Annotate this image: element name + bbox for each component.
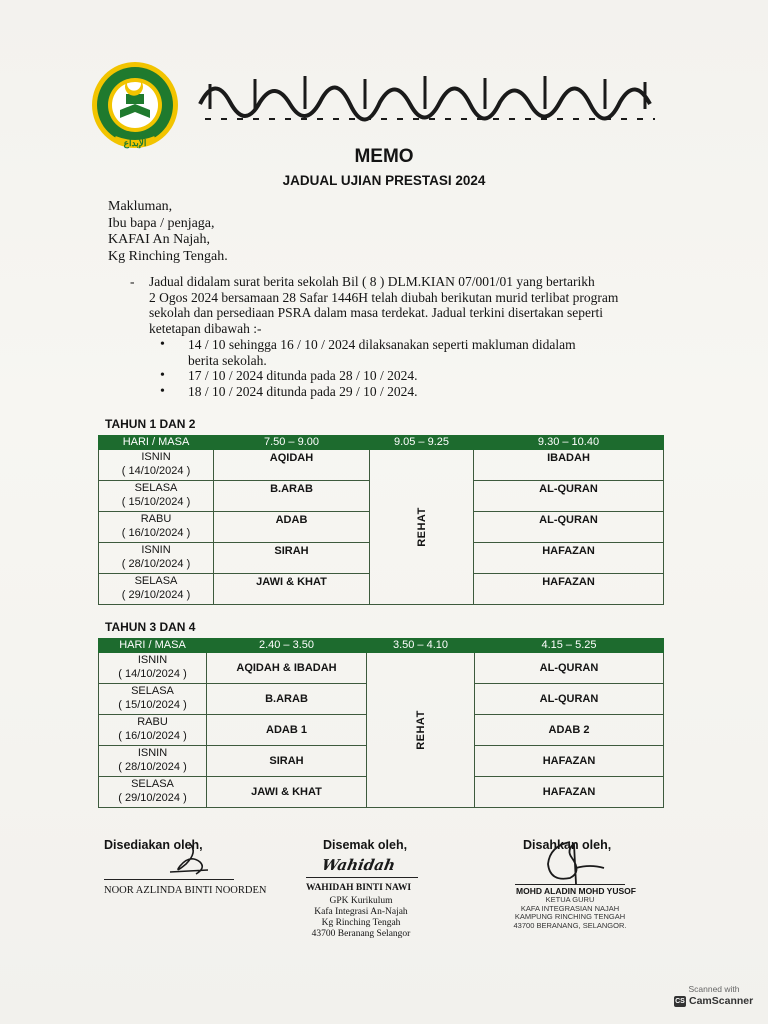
subject-cell: SIRAH bbox=[214, 543, 370, 574]
subject-cell: AL-QURAN bbox=[475, 653, 664, 684]
subject-cell: ADAB bbox=[214, 512, 370, 543]
subject-cell: B.ARAB bbox=[214, 481, 370, 512]
subject-cell: AL-QURAN bbox=[474, 481, 664, 512]
day-cell bbox=[99, 574, 214, 605]
notice-paragraph bbox=[130, 274, 660, 336]
day-name: RABU bbox=[137, 716, 168, 728]
day-date: ( 15/10/2024 ) bbox=[121, 496, 191, 508]
signature-line bbox=[104, 879, 234, 880]
info-line: Kafa Integrasi An-Najah bbox=[314, 907, 408, 917]
subject-cell: HAFAZAN bbox=[475, 746, 664, 777]
subject-cell: AQIDAH bbox=[214, 450, 370, 481]
day-cell bbox=[99, 481, 214, 512]
timetable-tahun-1-2 bbox=[98, 435, 664, 605]
prepared-by-name: NOOR AZLINDA BINTI NOORDEN bbox=[104, 885, 267, 896]
bullet-item: • 14 / 10 sehingga 16 / 10 / 2024 dilaksanakan seperti makluman didalam bbox=[160, 337, 576, 353]
table-header-row bbox=[99, 639, 664, 653]
subject-cell: AL-QURAN bbox=[475, 684, 664, 715]
signature-line bbox=[306, 877, 418, 878]
info-line: KETUA GURU bbox=[545, 895, 595, 904]
list-dash: - bbox=[130, 274, 135, 289]
rehat-label: REHAT bbox=[414, 710, 427, 750]
address-line: Kg Rinching Tengah. bbox=[108, 248, 228, 264]
approved-by-name: MOHD ALADIN MOHD YUSOF bbox=[516, 886, 636, 896]
rehat-cell bbox=[367, 653, 475, 808]
subject-cell: AL-QURAN bbox=[474, 512, 664, 543]
info-line: Kg Rinching Tengah bbox=[321, 918, 401, 928]
day-date: ( 28/10/2024 ) bbox=[118, 761, 187, 773]
approved-by-label: Disahkan oleh, bbox=[523, 838, 612, 852]
day-date: ( 16/10/2024 ) bbox=[121, 527, 191, 539]
day-date: ( 15/10/2024 ) bbox=[118, 699, 187, 711]
bullet-item-continued: berita sekolah. bbox=[188, 352, 267, 368]
day-date: ( 14/10/2024 ) bbox=[121, 465, 191, 477]
day-date: ( 29/10/2024 ) bbox=[121, 589, 191, 601]
address-line: Ibu bapa / penjaga, bbox=[108, 215, 215, 231]
day-name: ISNIN bbox=[137, 747, 168, 759]
camscanner-watermark bbox=[668, 981, 760, 1011]
memo-title: MEMO bbox=[354, 146, 414, 167]
checked-by-label: Disemak oleh, bbox=[323, 838, 408, 852]
address-line: KAFAI An Najah, bbox=[108, 232, 211, 247]
day-name: SELASA bbox=[134, 575, 178, 587]
header-cell: HARI / MASA bbox=[99, 436, 214, 450]
header-cell: 7.50 – 9.00 bbox=[214, 436, 370, 450]
info-line: GPK Kurikulum bbox=[329, 896, 393, 906]
table-header-row bbox=[99, 436, 664, 450]
watermark-line1: Scanned with bbox=[688, 984, 740, 994]
rehat-cell bbox=[370, 450, 474, 605]
schedule-notes bbox=[160, 337, 576, 399]
subject-cell: AQIDAH & IBADAH bbox=[207, 653, 367, 684]
subject-cell: HAFAZAN bbox=[474, 574, 664, 605]
logo-motto: الإبداع bbox=[123, 138, 147, 148]
address-line: Makluman, bbox=[108, 199, 173, 214]
day-cell bbox=[99, 543, 214, 574]
table-row bbox=[99, 653, 664, 684]
school-logo bbox=[90, 60, 180, 150]
header-cell: 4.15 – 5.25 bbox=[475, 639, 664, 653]
info-line: KAFA INTEGRASIAN NAJAH bbox=[520, 903, 620, 913]
day-date: ( 29/10/2024 ) bbox=[118, 792, 187, 804]
day-name: SELASA bbox=[131, 685, 174, 697]
table2-title: TAHUN 3 DAN 4 bbox=[105, 620, 196, 634]
subject-cell: ADAB 1 bbox=[207, 715, 367, 746]
day-name: SELASA bbox=[134, 482, 178, 494]
info-line: 43700 Beranang Selangor bbox=[311, 929, 411, 939]
paragraph-line: sekolah dan persediaan PSRA dalam masa terdekat. Jadual terkini disertakan seperti bbox=[149, 305, 603, 320]
day-cell bbox=[99, 653, 207, 684]
day-name: RABU bbox=[140, 513, 172, 525]
paragraph-line: Jadual didalam surat berita sekolah Bil ( 8 ) DLM.KIAN 07/001/01 yang bertarikh bbox=[149, 274, 595, 289]
subject-cell: IBADAH bbox=[474, 450, 664, 481]
day-name: SELASA bbox=[131, 778, 174, 790]
table1-title: TAHUN 1 DAN 2 bbox=[105, 417, 196, 431]
rehat-label: REHAT bbox=[415, 507, 428, 547]
bullet-item: • 17 / 10 / 2024 ditunda pada 28 / 10 / 2024. bbox=[160, 368, 576, 384]
memo-subtitle: JADUAL UJIAN PRESTASI 2024 bbox=[282, 173, 486, 188]
bullet-item: • 18 / 10 / 2024 ditunda pada 29 / 10 / 2024. bbox=[160, 384, 576, 400]
checked-by-name: WAHIDAH BINTI NAWI bbox=[306, 883, 412, 893]
subject-cell: HAFAZAN bbox=[474, 543, 664, 574]
timetable-tahun-3-4 bbox=[98, 638, 664, 808]
day-cell bbox=[99, 715, 207, 746]
signature-checked: Wahidah bbox=[320, 856, 397, 874]
day-date: ( 16/10/2024 ) bbox=[118, 730, 187, 742]
signature-prepared bbox=[160, 842, 220, 880]
header-cell: 9.05 – 9.25 bbox=[370, 436, 474, 450]
subject-cell: HAFAZAN bbox=[475, 777, 664, 808]
day-cell bbox=[99, 450, 214, 481]
header-cell: HARI / MASA bbox=[99, 639, 207, 653]
day-date: ( 14/10/2024 ) bbox=[118, 668, 187, 680]
info-line: KAMPUNG RINCHING TENGAH bbox=[514, 912, 626, 921]
signature-line bbox=[515, 884, 625, 885]
day-name: ISNIN bbox=[137, 654, 168, 666]
school-name-banner bbox=[195, 64, 665, 134]
checked-by-info bbox=[296, 896, 426, 940]
day-name: ISNIN bbox=[141, 451, 171, 463]
day-cell bbox=[99, 684, 207, 715]
address-block bbox=[108, 199, 228, 265]
signature-approved bbox=[530, 838, 610, 888]
subject-cell: B.ARAB bbox=[207, 684, 367, 715]
day-cell bbox=[99, 512, 214, 543]
subject-cell: JAWI & KHAT bbox=[207, 777, 367, 808]
day-date: ( 28/10/2024 ) bbox=[121, 558, 191, 570]
camscanner-icon: CS bbox=[675, 998, 685, 1005]
subject-cell: JAWI & KHAT bbox=[214, 574, 370, 605]
paragraph-line: 2 Ogos 2024 bersamaan 28 Safar 1446H telah diubah berikutan murid terlibat program bbox=[149, 289, 619, 305]
header-cell: 9.30 – 10.40 bbox=[474, 436, 664, 450]
header-cell: 3.50 – 4.10 bbox=[367, 639, 475, 653]
prepared-by-label: Disediakan oleh, bbox=[104, 838, 203, 852]
info-line: 43700 BERANANG, SELANGOR. bbox=[513, 920, 627, 930]
day-name: ISNIN bbox=[141, 544, 171, 556]
approved-by-info bbox=[505, 896, 635, 930]
table-row bbox=[99, 450, 664, 481]
watermark-line2: CamScanner bbox=[689, 995, 754, 1007]
subject-cell: ADAB 2 bbox=[475, 715, 664, 746]
header-cell: 2.40 – 3.50 bbox=[207, 639, 367, 653]
day-cell bbox=[99, 777, 207, 808]
day-cell bbox=[99, 746, 207, 777]
subject-cell: SIRAH bbox=[207, 746, 367, 777]
paragraph-line: ketetapan dibawah :- bbox=[149, 320, 262, 336]
